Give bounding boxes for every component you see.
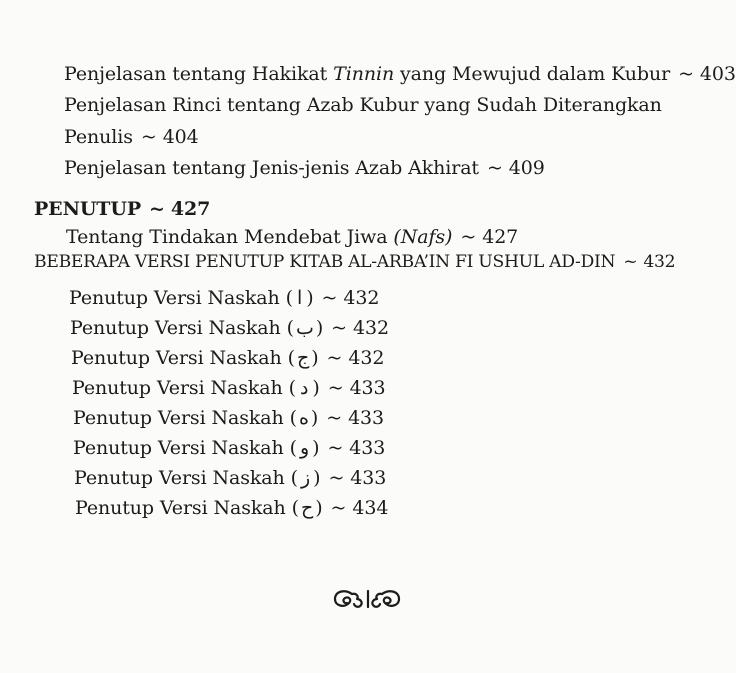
page-number: 409 <box>508 157 545 179</box>
section-title: PENUTUP <box>34 198 142 220</box>
toc-entry-version <box>73 406 384 430</box>
tilde-separator: ~ <box>486 157 503 179</box>
tilde-separator: ~ <box>140 126 157 148</box>
close-paren: ) <box>312 377 320 399</box>
toc-entry-text: Penutup Versi Naskah ( <box>70 317 294 339</box>
toc-entry-penulis <box>64 125 199 149</box>
toc-entry-italic: (Nafs) <box>393 226 453 248</box>
arabic-letter: ج <box>296 347 310 369</box>
page-number: 434 <box>352 497 389 519</box>
toc-entry-version <box>69 286 379 310</box>
toc-entry-text: yang Mewujud dalam Kubur <box>394 63 671 85</box>
tilde-separator: ~ <box>149 198 165 220</box>
close-paren: ) <box>315 497 323 519</box>
page-number: 404 <box>162 126 199 148</box>
page-number: 433 <box>349 437 386 459</box>
toc-entry-azab-kubur <box>64 93 662 117</box>
arabic-letter: و <box>299 437 310 459</box>
page-number: 432 <box>643 252 676 272</box>
toc-entry-text: Penulis <box>64 126 133 148</box>
tilde-separator: ~ <box>330 497 347 519</box>
arabic-letter: ز <box>300 467 311 489</box>
page-number: 427 <box>170 198 211 220</box>
page-number: 427 <box>482 226 519 248</box>
toc-entry-text: Penutup Versi Naskah ( <box>73 407 297 429</box>
arabic-letter: ه <box>298 407 309 429</box>
toc-entry-azab-akhirat <box>64 156 545 180</box>
arabic-letter: د <box>299 377 309 399</box>
close-paren: ) <box>311 347 319 369</box>
toc-entry-text: Penjelasan Rinci tentang Azab Kubur yang Sudah Diterangkan <box>64 94 662 116</box>
toc-entry-version <box>75 496 388 520</box>
close-paren: ) <box>315 317 324 339</box>
toc-entry-text: Penutup Versi Naskah ( <box>75 497 299 519</box>
toc-entry-text: Penjelasan tentang Hakikat <box>64 63 334 85</box>
toc-entry-version <box>73 436 385 460</box>
arabic-letter: ب <box>295 317 314 339</box>
toc-entry-version <box>70 316 389 340</box>
toc-entry-italic: Tinnin <box>333 63 395 85</box>
page-number: 403 <box>699 63 736 85</box>
toc-entry-version <box>71 346 384 370</box>
tilde-separator: ~ <box>327 437 344 459</box>
tilde-separator: ~ <box>460 226 477 248</box>
section-heading-beberapa-versi <box>34 250 675 274</box>
ornament-icon <box>328 585 406 613</box>
tilde-separator: ~ <box>328 467 345 489</box>
tilde-separator: ~ <box>326 407 343 429</box>
toc-entry-text: Penutup Versi Naskah ( <box>71 347 295 369</box>
page-number: 432 <box>352 317 389 339</box>
toc-entry-text: Penutup Versi Naskah ( <box>69 287 293 309</box>
page-number: 432 <box>343 287 380 309</box>
page-number: 432 <box>348 347 385 369</box>
close-paren: ) <box>313 467 321 489</box>
close-paren: ) <box>306 287 314 309</box>
tilde-separator: ~ <box>321 287 338 309</box>
toc-entry-text: Penutup Versi Naskah ( <box>72 377 296 399</box>
section-title: BEBERAPA VERSI PENUTUP KITAB AL-ARBA’IN FI USHUL AD-DIN <box>34 252 616 272</box>
toc-entry-version <box>74 466 386 490</box>
page-number: 433 <box>350 467 387 489</box>
tilde-separator: ~ <box>623 252 638 272</box>
arabic-letter: ح <box>300 497 314 519</box>
toc-entry-text: Penutup Versi Naskah ( <box>73 437 297 459</box>
close-paren: ) <box>312 437 320 459</box>
toc-entry-text: Tentang Tindakan Mendebat Jiwa <box>66 226 394 248</box>
section-heading-penutup <box>34 197 210 221</box>
tilde-separator: ~ <box>331 317 347 339</box>
toc-entry-text: Penutup Versi Naskah ( <box>74 467 298 489</box>
page-number: 433 <box>349 377 386 399</box>
page-number: 433 <box>348 407 385 429</box>
tilde-separator: ~ <box>327 377 344 399</box>
toc-entry-tinnin <box>64 62 736 86</box>
toc-entry-text: Penjelasan tentang Jenis-jenis Azab Akhirat <box>64 157 479 179</box>
tilde-separator: ~ <box>326 347 343 369</box>
close-paren: ) <box>310 407 319 429</box>
arabic-letter: ا <box>296 287 303 309</box>
toc-entry-mendebat-jiwa <box>66 225 518 249</box>
toc-entry-version <box>72 376 386 400</box>
tilde-separator: ~ <box>678 63 694 85</box>
